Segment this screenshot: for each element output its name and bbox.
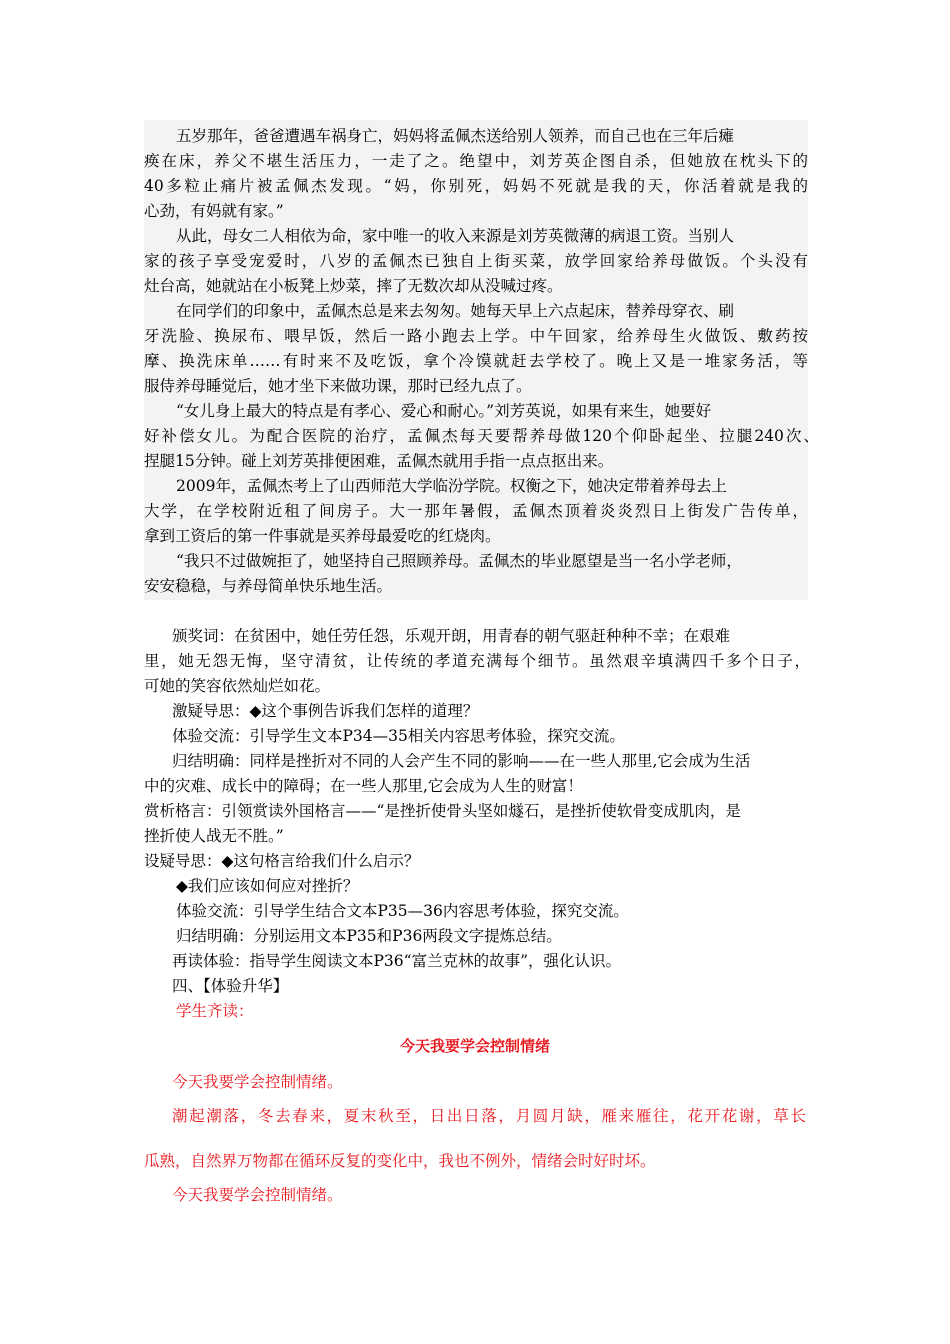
story-line: 摩、换洗床单……有时来不及吃饭，拿个冷馍就赶去学校了。晚上又是一堆家务活，等 bbox=[144, 352, 808, 370]
story-line: 好补偿女儿。为配合医院的治疗，孟佩杰每天要帮养母做120个仰卧起坐、拉腿240次、 bbox=[144, 427, 819, 445]
story-line: 大学，在学校附近租了间房子。大一那年暑假，孟佩杰顶着炎炎烈日上街发广告传单， bbox=[144, 502, 808, 520]
reading-line: 今天我要学会控制情绪。 bbox=[172, 1073, 343, 1091]
exchange-text: 体验交流：引导学生结合文本P35—36内容思考体验，探究交流。 bbox=[176, 902, 629, 920]
story-line: 服侍养母睡觉后，她才坐下来做功课，那时已经九点了。 bbox=[144, 377, 532, 395]
reading-line: 今天我要学会控制情绪。 bbox=[172, 1186, 343, 1204]
question-prompt: ◆我们应该如何应对挫折？ bbox=[176, 877, 359, 895]
maxim-text: 赏析格言：引领赏读外国格言——“是挫折使骨头坚如燧石，是挫折使软骨变成肌肉，是 bbox=[144, 802, 741, 820]
reading-line: 潮起潮落，冬去春来，夏末秋至，日出日落，月圆月缺，雁来雁往，花开花谢，草长 bbox=[172, 1107, 806, 1125]
story-line: “女儿身上最大的特点是有孝心、爱心和耐心。”刘芳英说，如果有来生，她要好 bbox=[176, 402, 712, 420]
question-prompt: 设疑导思：◆这句格言给我们什么启示？ bbox=[144, 852, 420, 870]
story-line: 牙洗脸、换尿布、喂早饭，然后一路小跑去上学。中午回家，给养母生火做饭、敷药按 bbox=[144, 327, 808, 345]
story-line: 拿到工资后的第一件事就是买养母最爱吃的红烧肉。 bbox=[144, 527, 501, 545]
story-line: 心劲，有妈就有家。” bbox=[144, 202, 284, 220]
story-line: 40多粒止痛片被孟佩杰发现。“妈，你别死，妈妈不死就是我的天，你活着就是我的 bbox=[144, 177, 808, 195]
conclusion-text: 归结明确：同样是挫折对不同的人会产生不同的影响——在一些人那里,它会成为生活 bbox=[172, 752, 751, 770]
reading-line: 瓜熟，自然界万物都在循环反复的变化中，我也不例外，情绪会时好时坏。 bbox=[144, 1152, 656, 1170]
reread-text: 再读体验：指导学生阅读文本P36“富兰克林的故事”，强化认识。 bbox=[172, 952, 622, 970]
story-line: 家的孩子享受宠爱时，八岁的孟佩杰已独自上街买菜，放学回家给养母做饭。个头没有 bbox=[144, 252, 808, 270]
section-heading: 四、【体验升华】 bbox=[172, 977, 289, 995]
story-line: 五岁那年，爸爸遭遇车祸身亡，妈妈将孟佩杰送给别人领养，而自己也在三年后瘫 bbox=[176, 127, 735, 145]
story-line: 从此，母女二人相依为命，家中唯一的收入来源是刘芳英微薄的病退工资。当别人 bbox=[176, 227, 735, 245]
conclusion-text: 归结明确：分别运用文本P35和P36两段文字提炼总结。 bbox=[176, 927, 562, 945]
maxim-text: 挫折使人战无不胜。” bbox=[144, 827, 284, 845]
story-line: 痪在床，养父不堪生活压力，一走了之。绝望中，刘芳英企图自杀，但她放在枕头下的 bbox=[144, 152, 808, 170]
award-text: 里，她无怨无悔，坚守清贫，让传统的孝道充满每个细节。虽然艰辛填满四千多个日子， bbox=[144, 652, 810, 670]
story-line: 2009年，孟佩杰考上了山西师范大学临汾学院。权衡之下，她决定带着养母去上 bbox=[176, 477, 727, 495]
story-line: 在同学们的印象中，孟佩杰总是来去匆匆。她每天早上六点起床，替养母穿衣、刷 bbox=[176, 302, 735, 320]
award-text: 可她的笑容依然灿烂如花。 bbox=[144, 677, 331, 695]
story-line: 灶台高，她就站在小板凳上炒菜，摔了无数次却从没喊过疼。 bbox=[144, 277, 563, 295]
question-prompt: 激疑导思：◆这个事例告诉我们怎样的道理？ bbox=[172, 702, 479, 720]
story-line: “我只不过做婉拒了，她坚持自己照顾养母。孟佩杰的毕业愿望是当一名小学老师， bbox=[176, 552, 742, 570]
reading-title: 今天我要学会控制情绪 bbox=[399, 1037, 550, 1055]
exchange-text: 体验交流：引导学生文本P34—35相关内容思考体验，探究交流。 bbox=[172, 727, 625, 745]
award-text: 颁奖词：在贫困中，她任劳任怨，乐观开朗，用青春的朝气驱赶种种不幸；在艰难 bbox=[172, 627, 731, 645]
story-line: 捏腿15分钟。碰上刘芳英排便困难，孟佩杰就用手指一点点抠出来。 bbox=[144, 452, 614, 470]
story-line: 安安稳稳，与养母简单快乐地生活。 bbox=[144, 577, 393, 595]
conclusion-text: 中的灾难、成长中的障碍；在一些人那里,它会成为人生的财富！ bbox=[144, 777, 583, 795]
reading-intro: 学生齐读： bbox=[176, 1002, 254, 1020]
